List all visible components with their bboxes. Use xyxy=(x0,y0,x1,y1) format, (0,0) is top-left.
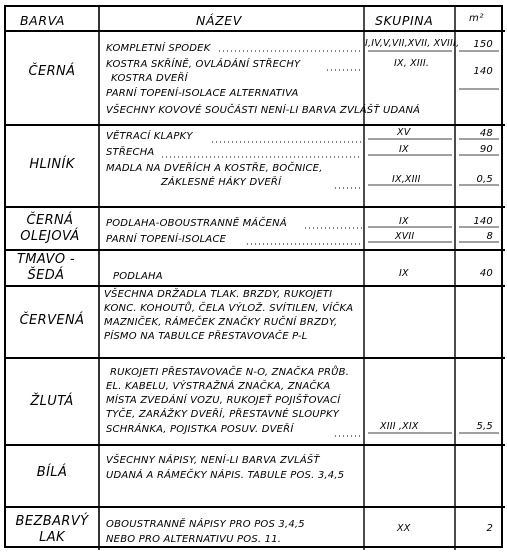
item-text: MAZNIČEK, RÁMEČEK ZNAČKY RUČNÍ BRZDY, xyxy=(104,317,338,328)
row-color-black-oil: ČERNÁ OLEJOVÁ xyxy=(20,213,80,244)
item-group: XIII ,XIX xyxy=(380,421,419,432)
item-group: IX xyxy=(399,216,409,227)
item-area: 150 xyxy=(473,39,493,50)
header-nazev: NÁZEV xyxy=(196,13,242,28)
item-text: KOMPLETNÍ SPODEK xyxy=(106,43,211,54)
item-text: KOSTRA DVEŘÍ xyxy=(111,73,188,84)
item-group: XVII xyxy=(395,231,415,242)
item-group: IX,XIII xyxy=(392,174,421,185)
item-text: VŠECHNY NÁPISY, NENÍ-LI BARVA ZVLÁŠŤ xyxy=(106,455,320,466)
item-text: VŠECHNA DRŽADLA TLAK. BRZDY, RUKOJETI xyxy=(104,289,333,300)
item-group: XV xyxy=(397,127,411,138)
item-area: 90 xyxy=(479,144,493,155)
item-text: NEBO PRO ALTERNATIVU POS. 11. xyxy=(106,534,282,545)
row-color-black: ČERNÁ xyxy=(28,64,76,79)
item-text: PODLAHA-OBOUSTRANNĚ MÁČENÁ xyxy=(106,218,287,229)
item-area: 5,5 xyxy=(476,421,493,432)
row-color-clear-lacquer: BEZBARVÝ LAK xyxy=(15,514,89,545)
item-area: 140 xyxy=(473,66,493,77)
item-text: MADLA NA DVEŘÍCH A KOSTŘE, BOČNICE, xyxy=(106,163,323,174)
item-text: KOSTRA SKŘÍNĚ, OVLÁDÁNÍ STŘECHY xyxy=(106,59,301,70)
item-text: UDANÁ A RÁMEČKY NÁPIS. TABULE POS. 3,4,5 xyxy=(106,470,345,481)
row-color-yellow: ŽLUTÁ xyxy=(30,394,74,409)
item-group: XX xyxy=(397,523,411,534)
item-text: MÍSTA ZVEDÁNÍ VOZU, RUKOJEŤ POJIŠŤOVACÍ xyxy=(106,395,341,406)
item-text: EL. KABELU, VÝSTRAŽNÁ ZNAČKA, ZNAČKA xyxy=(106,381,331,392)
item-group: I,IV,V,VII,XVII, XVIII, xyxy=(365,38,460,49)
item-text: PODLAHA xyxy=(113,271,163,282)
item-area: 40 xyxy=(479,268,493,279)
row-color-red: ČERVENÁ xyxy=(19,313,85,328)
item-text: SCHRÁNKA, POJISTKA POSUV. DVEŘÍ xyxy=(106,424,294,435)
paint-specification-table xyxy=(4,5,503,548)
item-text: VŠECHNY KOVOVÉ SOUČÁSTI NENÍ-LI BARVA ZVLÁŠŤ UDANÁ xyxy=(106,105,421,116)
item-text: PÍSMO NA TABULCE PŘESTAVOVAČE P-L xyxy=(104,331,308,342)
item-text: RUKOJETI PŘESTAVOVAČE N-O, ZNAČKA PRŮB. xyxy=(110,367,350,378)
header-skupina: SKUPINA xyxy=(375,13,434,28)
item-text: OBOUSTRANNĚ NÁPISY PRO POS 3,4,5 xyxy=(106,519,305,530)
item-text: STŘECHA xyxy=(106,147,155,158)
header-barva: BARVA xyxy=(20,13,66,28)
item-group: IX, XIII. xyxy=(394,58,430,69)
item-text: ZÁKLESNÉ HÁKY DVEŘÍ xyxy=(161,177,282,188)
item-area: 8 xyxy=(486,231,493,242)
item-area: 2 xyxy=(486,523,493,534)
item-text: TYČE, ZARÁŽKY DVEŘÍ, PŘESTAVNÉ SLOUPKY xyxy=(106,409,340,420)
row-color-dark-grey: TMAVO - ŠEDÁ xyxy=(16,252,76,283)
item-text: PARNÍ TOPENÍ-ISOLACE xyxy=(106,234,227,245)
item-text: PARNÍ TOPENÍ-ISOLACE ALTERNATIVA xyxy=(106,88,299,99)
row-color-white: BÍLÁ xyxy=(36,465,68,480)
row-color-aluminium: HLINÍK xyxy=(29,157,75,172)
header-area-unit: m² xyxy=(469,13,484,24)
item-group: IX xyxy=(399,268,409,279)
item-area: 0,5 xyxy=(476,174,493,185)
item-text: KONC. KOHOUTŮ, ČELA VÝLOŽ. SVÍTILEN, VÍČKA xyxy=(104,303,354,314)
item-area: 140 xyxy=(473,216,493,227)
item-group: IX xyxy=(399,144,409,155)
item-text: VĚTRACÍ KLAPKY xyxy=(106,131,193,142)
item-area: 48 xyxy=(479,128,493,139)
